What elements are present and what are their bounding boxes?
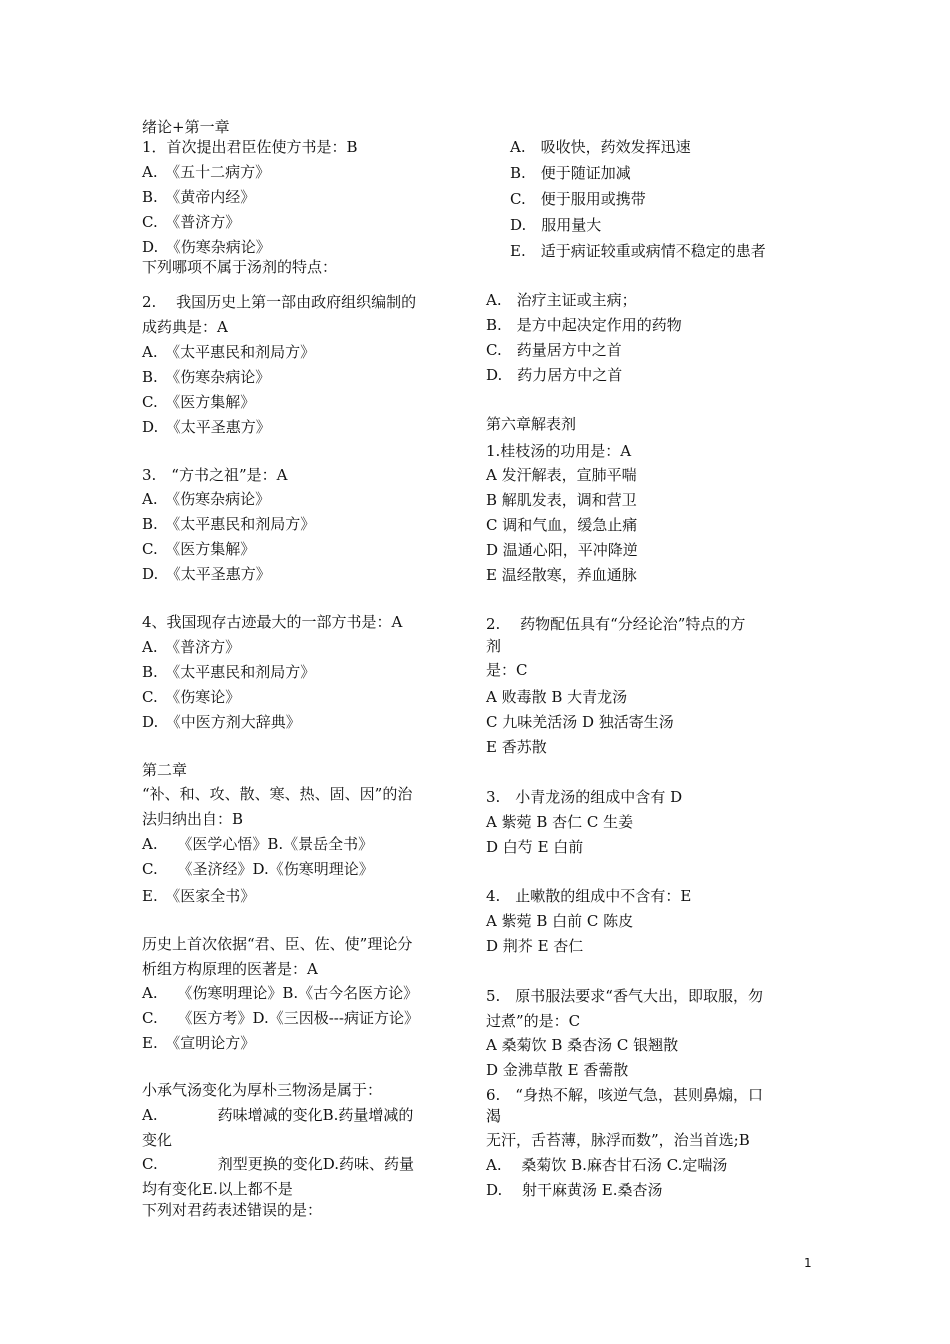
left-line: D. 《中医方剂大辞典》 bbox=[142, 713, 301, 731]
left-line: 下列对君药表述错误的是： bbox=[142, 1201, 323, 1219]
right-line: D 荆芥 E 杏仁 bbox=[486, 937, 584, 955]
left-line: E. 《医家全书》 bbox=[142, 887, 256, 905]
right-line: C. 便于服用或携带 bbox=[510, 190, 646, 208]
left-line: D. 《太平圣惠方》 bbox=[142, 565, 271, 583]
left-line: B. 《黄帝内经》 bbox=[142, 188, 256, 206]
left-line: A. 《医学心悟》B.《景岳全书》 bbox=[142, 835, 374, 853]
left-line: B. 《太平惠民和剂局方》 bbox=[142, 663, 316, 681]
left-line: 第二章 bbox=[142, 761, 188, 779]
right-line: A 败毒散 B 大青龙汤 bbox=[486, 688, 628, 706]
right-line: 是：C bbox=[486, 661, 528, 679]
page-number: 1 bbox=[804, 1256, 812, 1270]
right-line: A 发汗解表，宣肺平喘 bbox=[486, 466, 637, 484]
left-line: 4、我国现存古迹最大的一部方书是：A bbox=[142, 613, 403, 631]
left-line: D. 《太平圣惠方》 bbox=[142, 418, 271, 436]
right-line: 渴 bbox=[486, 1107, 502, 1125]
left-line: A. 《伤寒杂病论》 bbox=[142, 490, 271, 508]
left-line: C. 《伤寒论》 bbox=[142, 688, 241, 706]
right-line: D. 射干麻黄汤 E.桑杏汤 bbox=[486, 1181, 663, 1199]
right-line: 第六章解表剂 bbox=[486, 415, 577, 433]
right-line: E 香苏散 bbox=[486, 738, 547, 756]
right-line: 剂 bbox=[486, 637, 502, 655]
left-line: 历史上首次依据“君、臣、佐、使”理论分 bbox=[142, 935, 413, 953]
left-line: E. 《宣明论方》 bbox=[142, 1034, 256, 1052]
left-line: C. 《普济方》 bbox=[142, 213, 241, 231]
left-line: 小承气汤变化为厚朴三物汤是属于： bbox=[142, 1081, 383, 1099]
right-line: A. 吸收快，药效发挥迅速 bbox=[510, 138, 691, 156]
left-line: 2. 我国历史上第一部由政府组织编制的 bbox=[142, 293, 417, 311]
right-line: 无汗，舌苔薄，脉浮而数”，治当首选;B bbox=[486, 1131, 750, 1149]
left-line: A. 《太平惠民和剂局方》 bbox=[142, 343, 316, 361]
left-line: A. 《伤寒明理论》B.《古今名医方论》 bbox=[142, 984, 419, 1002]
left-line: A. 《五十二病方》 bbox=[142, 163, 271, 181]
left-line: 1．首次提出君臣佐使方书是：B bbox=[142, 138, 358, 156]
left-line: 均有变化E.以上都不是 bbox=[142, 1180, 293, 1198]
left-line: 3. “方书之祖”是：A bbox=[142, 466, 288, 484]
right-line: 6. “身热不解，咳逆气急，甚则鼻煽，口 bbox=[486, 1086, 763, 1104]
right-line: D. 服用量大 bbox=[510, 216, 602, 234]
right-line: A 紫菀 B 白前 C 陈皮 bbox=[486, 912, 634, 930]
left-line: 下列哪项不属于汤剂的特点： bbox=[142, 258, 338, 276]
right-line: 1.桂枝汤的功用是：A bbox=[486, 442, 632, 460]
left-line: 变化 bbox=[142, 1131, 173, 1149]
right-line: C 调和气血，缓急止痛 bbox=[486, 516, 638, 534]
left-line: B. 《太平惠民和剂局方》 bbox=[142, 515, 316, 533]
left-line: A. 《普济方》 bbox=[142, 638, 241, 656]
left-line: 绪论+第一章 bbox=[142, 118, 230, 136]
right-line: A. 桑菊饮 B.麻杏甘石汤 C.定喘汤 bbox=[486, 1156, 728, 1174]
left-line: C. 剂型更换的变化D.药味、药量 bbox=[142, 1155, 414, 1173]
left-line: 析组方构原理的医著是：A bbox=[142, 960, 318, 978]
left-line: “补、和、攻、散、寒、热、固、因”的治 bbox=[142, 785, 413, 803]
right-line: B. 便于随证加减 bbox=[510, 164, 631, 182]
right-line: A 桑菊饮 B 桑杏汤 C 银翘散 bbox=[486, 1036, 679, 1054]
left-line: A. 药味增减的变化B.药量增减的 bbox=[142, 1106, 414, 1124]
right-line: D 白芍 E 白前 bbox=[486, 838, 584, 856]
left-line: 法归纳出自：B bbox=[142, 810, 244, 828]
right-line: C. 药量居方中之首 bbox=[486, 341, 622, 359]
right-line: B. 是方中起决定作用的药物 bbox=[486, 316, 682, 334]
right-line: 2. 药物配伍具有“分经论治”特点的方 bbox=[486, 615, 746, 633]
left-line: C. 《医方集解》 bbox=[142, 540, 256, 558]
right-line: D 金沸草散 E 香薷散 bbox=[486, 1061, 629, 1079]
right-line: E 温经散寒，养血通脉 bbox=[486, 566, 637, 584]
right-line: C 九味羌活汤 D 独活寄生汤 bbox=[486, 713, 674, 731]
right-line: B 解肌发表，调和营卫 bbox=[486, 491, 637, 509]
right-line: D 温通心阳，平冲降逆 bbox=[486, 541, 638, 559]
left-line: B. 《伤寒杂病论》 bbox=[142, 368, 271, 386]
left-line: 成药典是：A bbox=[142, 318, 228, 336]
left-line: D. 《伤寒杂病论》 bbox=[142, 238, 271, 256]
left-line: C. 《圣济经》D.《伤寒明理论》 bbox=[142, 860, 374, 878]
left-line: C. 《医方考》D.《三因极---病证方论》 bbox=[142, 1009, 419, 1027]
right-line: 5. 原书服法要求“香气大出，即取服，勿 bbox=[486, 987, 763, 1005]
left-line: C. 《医方集解》 bbox=[142, 393, 256, 411]
right-line: 过煮”的是：C bbox=[486, 1012, 581, 1030]
right-line: E. 适于病证较重或病情不稳定的患者 bbox=[510, 242, 766, 260]
right-line: D. 药力居方中之首 bbox=[486, 366, 623, 384]
right-line: 4. 止嗽散的组成中不含有：E bbox=[486, 887, 692, 905]
right-line: 3. 小青龙汤的组成中含有 D bbox=[486, 788, 683, 806]
right-line: A. 治疗主证或主病； bbox=[486, 291, 637, 309]
right-line: A 紫菀 B 杏仁 C 生姜 bbox=[486, 813, 634, 831]
